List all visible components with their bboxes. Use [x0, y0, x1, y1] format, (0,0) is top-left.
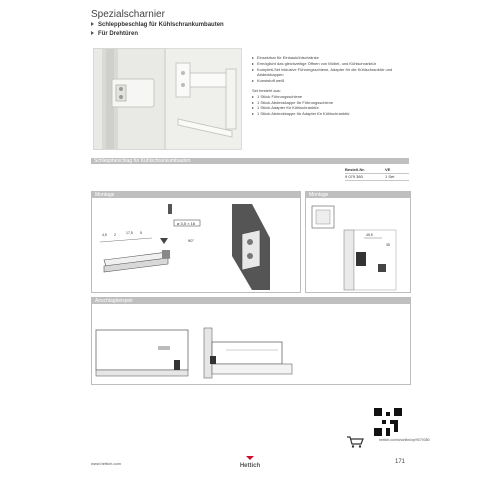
panel-header: Montage [306, 192, 410, 198]
feature-item: Komplett-Set inklusive Führungsschiene, Adapter für die Kühlschranktür und Abdeckkappen [252, 67, 412, 79]
angle-label: 90° [188, 238, 195, 243]
feature-item: Einsetzbar für Einbaukühlschränke [252, 55, 412, 61]
qr-code-icon[interactable] [374, 408, 402, 436]
order-table [345, 167, 409, 181]
dim-label: 2 [114, 233, 116, 237]
dim-label: 5 [140, 231, 142, 235]
dim-label: 17,5 [126, 231, 133, 235]
footer-url[interactable]: www.hettich.com [91, 461, 122, 466]
hettich-logo [232, 456, 268, 468]
triangle-bullet-icon [91, 31, 94, 35]
dim-label: 35 [386, 243, 390, 247]
product-photo-parts [165, 48, 242, 150]
panel-header: Anschlagbeispiel [92, 298, 410, 304]
page-number: 171 [395, 459, 406, 465]
qr-url[interactable]: hettich.com/shortlink/qr/9079380 [379, 438, 430, 442]
page-title: Spezialscharnier [91, 9, 165, 20]
montage-panel-1 [91, 191, 301, 293]
anschlag-panel [91, 297, 411, 385]
table-row: 9 079 380 1 Set [345, 174, 409, 181]
montage-panel-2 [305, 191, 411, 293]
feature-item: Ermöglicht das gleichzeitige Öffnen von Möbel- und Kühlschranktür [252, 61, 412, 67]
set-item: 1 Stück Abdeckkappe für Führungsschiene [252, 100, 412, 106]
montage-diagram-2 [306, 198, 410, 292]
set-item: 1 Stück Führungsschiene [252, 94, 412, 100]
montage-diagram-1 [92, 198, 300, 292]
dim-label: 45,5 [366, 233, 373, 237]
subtitle-1: Schleppbeschlag für Kühlschrankumbauten [91, 22, 224, 28]
anschlag-diagram [92, 304, 410, 384]
subtitle-2: Für Drehtüren [91, 31, 138, 37]
panel-header: Montage [92, 192, 300, 198]
table-header-row: Bestell-Nr. VE [345, 167, 409, 174]
section-bar: Schleppbeschlag für Kühlschrankumbauten [91, 158, 409, 164]
screw-label: ⌀ 3,5 × 16 [177, 221, 196, 226]
set-item: 1 Stück Abdeckkappe für Adapter für Kühlschranktür [252, 111, 412, 117]
feature-list [252, 55, 412, 117]
logo-text: Hettich [239, 463, 261, 468]
product-photo-installed [93, 48, 165, 150]
cart-icon[interactable] [346, 436, 364, 448]
dim-label: 4,5 [102, 233, 107, 237]
feature-item: Kunststoff weiß [252, 78, 412, 84]
set-heading: Set besteht aus: [252, 87, 281, 93]
set-item: 1 Stück Adapter für Kühlschranktür [252, 105, 412, 111]
triangle-bullet-icon [91, 22, 94, 26]
